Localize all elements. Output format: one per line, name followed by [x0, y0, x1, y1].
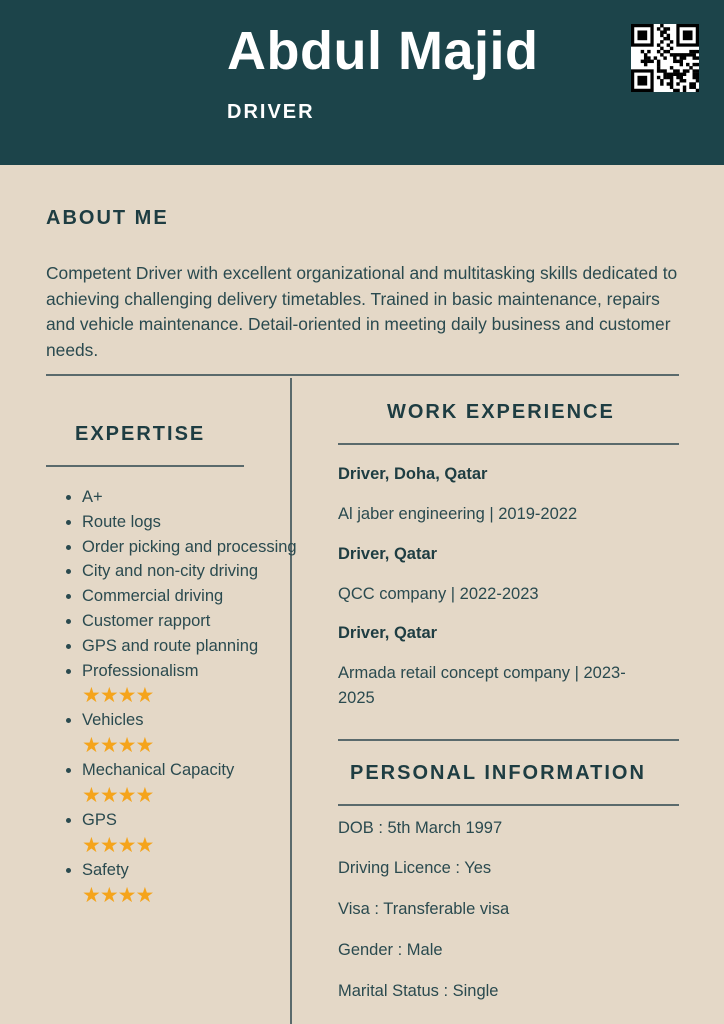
star-rating-icon: ★★★★: [82, 783, 154, 807]
expertise-list: [60, 485, 302, 908]
list-item: • Safety ★★★★: [82, 858, 302, 908]
job-role: Driver, Qatar: [338, 624, 438, 642]
resume-header: [0, 0, 724, 165]
about-title: ABOUT ME: [46, 207, 169, 229]
personal-info-item: Visa : Transferable visa: [338, 900, 510, 918]
personal-info-item: Marital Status : Single: [338, 982, 499, 1000]
job-company: QCC company | 2022-2023: [338, 585, 539, 603]
qr-code-icon[interactable]: [631, 24, 699, 92]
divider: [338, 443, 679, 445]
job-company: Al jaber engineering | 2019-2022: [338, 505, 578, 523]
candidate-name: Abdul Majid: [227, 21, 539, 81]
star-rating-icon: ★★★★: [82, 883, 154, 907]
work-experience-title: WORK EXPERIENCE: [387, 401, 615, 423]
personal-info-item: Gender : Male: [338, 941, 443, 959]
job-role: Driver, Qatar: [338, 545, 438, 563]
star-rating-icon: ★★★★: [82, 734, 154, 758]
personal-info-item: DOB : 5th March 1997: [338, 819, 503, 837]
list-item: • Route logs: [82, 510, 302, 535]
list-item: • A+: [82, 485, 302, 510]
star-rating-icon: ★★★★: [82, 833, 154, 857]
list-item: • Order picking and processing: [82, 535, 302, 560]
personal-information-title: PERSONAL INFORMATION: [350, 762, 646, 784]
candidate-role: DRIVER: [227, 101, 315, 123]
divider: [46, 374, 679, 376]
list-item: • City and non-city driving: [82, 559, 302, 584]
job-company: Armada retail concept company | 2023-2025: [338, 664, 626, 707]
list-item: • GPS and route planning: [82, 634, 302, 659]
expertise-title: EXPERTISE: [75, 423, 206, 445]
list-item: • Vehicles ★★★★: [82, 708, 302, 758]
list-item: • Mechanical Capacity ★★★★: [82, 758, 302, 808]
job-role: Driver, Doha, Qatar: [338, 465, 488, 483]
list-item: • Commercial driving: [82, 584, 302, 609]
star-rating-icon: ★★★★: [82, 684, 154, 708]
list-item: • GPS ★★★★: [82, 808, 302, 858]
divider: [338, 739, 679, 741]
list-item: • Professionalism ★★★★: [82, 659, 302, 709]
divider: [338, 804, 679, 806]
personal-info-item: Driving Licence : Yes: [338, 859, 492, 877]
divider: [46, 465, 244, 467]
list-item: • Customer rapport: [82, 609, 302, 634]
about-text: Competent Driver with excellent organizational and multitasking skills dedicated to achieving challenging delivery timetables. Trained in basic maintenance, repairs and vehicle maintenance. Detail-oriented in meeting daily business and customer needs.: [46, 263, 678, 360]
